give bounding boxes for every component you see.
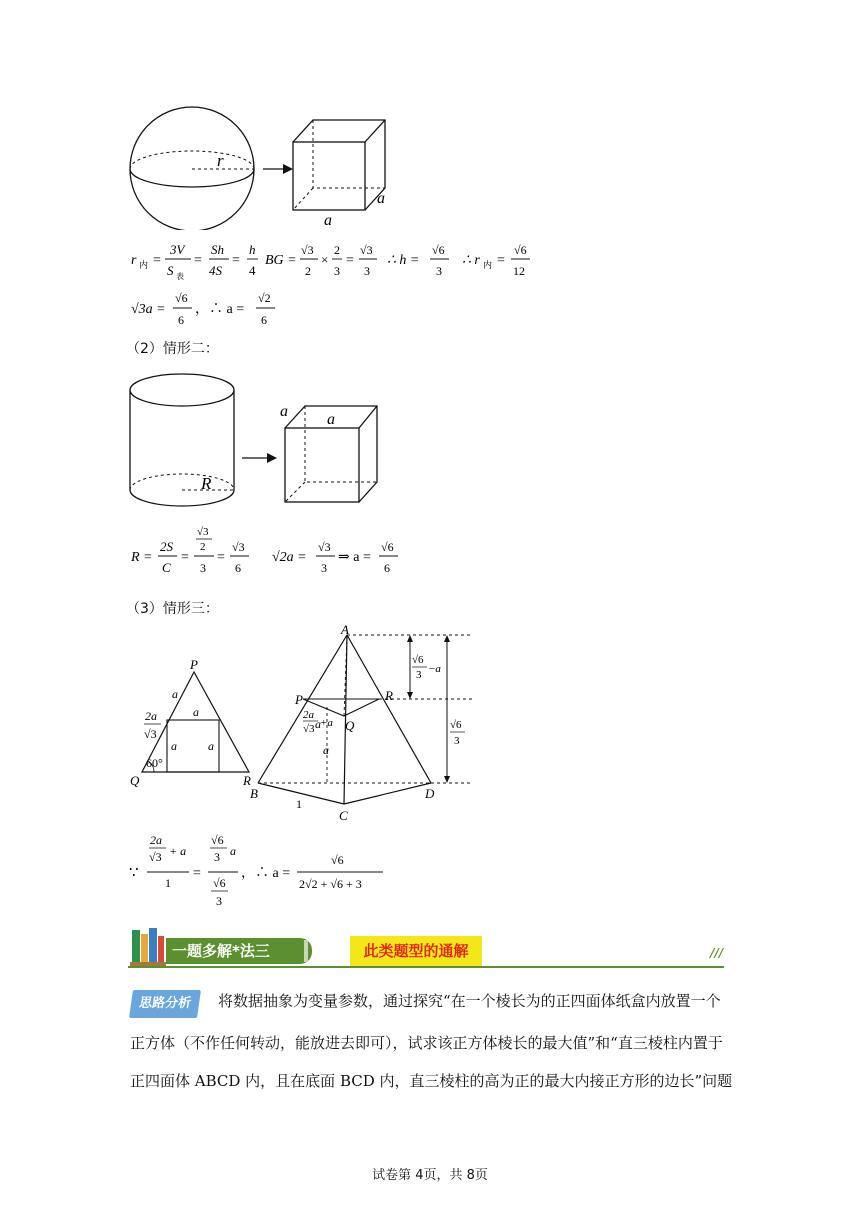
analysis-line-2: 正方体（不作任何转动，能放进去即可），试求该正方体棱长的最大值”和“直三棱柱内置于 <box>130 1034 723 1052</box>
section-banner <box>128 926 724 968</box>
sphere-equator-back <box>130 151 254 169</box>
svg-text:∵: ∵ <box>129 865 139 881</box>
svg-text:3: 3 <box>364 264 370 278</box>
cube-back-edges <box>293 120 385 210</box>
svg-text:√6: √6 <box>211 833 224 847</box>
analysis-line-1: 将数据抽象为变量参数，通过探究“在一个棱长为的正四面体纸盒内放置一个 <box>218 992 721 1010</box>
svg-text:a: a <box>323 743 329 757</box>
books-icon <box>128 926 168 968</box>
sphere-equator-front <box>130 169 254 187</box>
svg-text:2√2 + √6 + 3: 2√2 + √6 + 3 <box>299 877 362 891</box>
svg-text:C: C <box>339 808 348 822</box>
svg-text:a: a <box>172 687 178 701</box>
svg-text:a: a <box>280 403 288 420</box>
svg-text:6: 6 <box>178 313 184 327</box>
svg-text:a: a <box>230 844 236 858</box>
svg-text:B: B <box>250 786 258 801</box>
svg-text:=: = <box>181 550 189 565</box>
case-3-label: （3）情形三： <box>126 601 219 617</box>
svg-text:Sh: Sh <box>211 242 224 257</box>
cylinder-top <box>130 374 234 406</box>
svg-text:⇒ a =: ⇒ a = <box>338 550 371 565</box>
svg-text:1: 1 <box>296 797 302 811</box>
banner-rule <box>128 966 724 968</box>
svg-text:，∴ a =: ，∴ a = <box>241 866 291 881</box>
svg-text:√3: √3 <box>149 850 162 864</box>
formula-cylinder <box>125 524 415 584</box>
sphere-cube-figure <box>125 102 395 230</box>
page-footer: 试卷第 4页，共 8页 <box>372 1168 488 1183</box>
svg-text:√2a =: √2a = <box>272 550 307 565</box>
svg-text:Q: Q <box>130 773 140 788</box>
svg-text:内: 内 <box>483 260 493 270</box>
svg-text:6: 6 <box>384 561 390 575</box>
svg-text:3: 3 <box>321 561 327 575</box>
svg-text:r: r <box>131 253 137 268</box>
svg-text:√2: √2 <box>258 291 271 305</box>
svg-text:2a: 2a <box>145 709 157 723</box>
svg-text:内: 内 <box>139 260 149 270</box>
svg-text:√6: √6 <box>175 291 188 305</box>
svg-text:√3: √3 <box>303 723 315 735</box>
svg-text:3: 3 <box>416 669 422 681</box>
svg-text:3: 3 <box>454 735 460 747</box>
svg-text:，∴ a =: ，∴ a = <box>195 302 245 317</box>
arrow-head <box>283 164 293 174</box>
svg-text:6: 6 <box>261 313 267 327</box>
cube-front-face <box>293 142 365 210</box>
svg-text:C: C <box>162 560 171 575</box>
tetrahedron-figure <box>245 622 485 822</box>
svg-text:3: 3 <box>216 894 222 908</box>
svg-text:BG =: BG = <box>265 253 297 268</box>
svg-text:R =: R = <box>131 550 153 565</box>
cylinder-bottom-front <box>130 490 234 506</box>
svg-text:√3a =: √3a = <box>131 302 166 317</box>
svg-text:∴ r: ∴ r <box>462 253 480 268</box>
formula-tetrahedron <box>125 826 395 912</box>
svg-text:h: h <box>249 242 256 257</box>
svg-text:a: a <box>208 739 214 753</box>
svg-text:3: 3 <box>200 561 206 575</box>
svg-text:√3: √3 <box>197 526 209 538</box>
svg-text:√6: √6 <box>331 853 344 867</box>
svg-text:2S: 2S <box>160 539 173 554</box>
cube-hidden-edges <box>313 120 385 188</box>
svg-text:=: = <box>497 253 505 268</box>
svg-text:√3: √3 <box>232 540 245 554</box>
arrow-head-2 <box>267 453 277 463</box>
svg-text:√3: √3 <box>318 540 331 554</box>
svg-text:2a: 2a <box>150 833 162 847</box>
analysis-badge: 思路分析 <box>129 990 201 1018</box>
angle-60-label: 60° <box>146 756 163 770</box>
svg-text:P: P <box>190 657 198 672</box>
svg-text:=: = <box>153 253 161 268</box>
radius-label-R: R <box>201 474 212 493</box>
svg-text:=: = <box>346 253 354 268</box>
svg-text:√6: √6 <box>412 654 424 666</box>
cylinder-cube-figure <box>125 372 395 512</box>
svg-text:√3: √3 <box>144 727 157 741</box>
banner-slashes: /// <box>710 946 724 960</box>
svg-text:3: 3 <box>436 264 442 278</box>
svg-text:P: P <box>295 692 303 707</box>
svg-text:+ a: + a <box>169 844 187 858</box>
svg-text:=: = <box>194 253 202 268</box>
triangle-square-figure <box>125 650 265 790</box>
svg-text:3: 3 <box>334 264 340 278</box>
svg-text:+a: +a <box>320 717 333 729</box>
section-PQR <box>303 699 379 716</box>
case-2-label: （2）情形二： <box>126 341 219 357</box>
banner-title: 一题多解*法三 <box>166 938 312 964</box>
svg-text:√6: √6 <box>213 876 226 890</box>
svg-text:×: × <box>321 252 329 267</box>
svg-text:∴ h =: ∴ h = <box>387 253 420 268</box>
banner-subtitle: 此类题型的通解 <box>350 936 482 966</box>
svg-text:4S: 4S <box>209 263 222 278</box>
svg-text:A: A <box>341 622 349 637</box>
svg-text:√6: √6 <box>450 719 462 731</box>
svg-text:a: a <box>315 717 321 731</box>
svg-text:1: 1 <box>165 876 171 890</box>
svg-text:2a: 2a <box>303 709 314 721</box>
svg-text:=: = <box>217 550 225 565</box>
radius-label: r <box>217 151 224 170</box>
svg-text:=: = <box>232 253 240 268</box>
cube-edge-label-side: a <box>377 190 385 207</box>
svg-text:2: 2 <box>334 243 340 257</box>
svg-text:√6: √6 <box>381 540 394 554</box>
svg-text:4: 4 <box>249 263 256 278</box>
analysis-line-3: 正四面体 ABCD 内，且在底面 BCD 内，直三棱柱的高为正的最大内接正方形的边长”问题 <box>130 1072 733 1090</box>
formula-inradius <box>125 238 545 284</box>
svg-text:Q: Q <box>345 718 355 733</box>
svg-text:3V: 3V <box>170 242 185 257</box>
svg-text:−a: −a <box>428 663 441 675</box>
svg-text:√6: √6 <box>432 243 445 257</box>
svg-text:2: 2 <box>305 264 311 278</box>
svg-text:6: 6 <box>235 561 241 575</box>
svg-text:12: 12 <box>513 264 525 278</box>
svg-text:√3: √3 <box>360 243 373 257</box>
svg-text:√6: √6 <box>514 243 527 257</box>
svg-text:=: = <box>193 866 201 881</box>
svg-text:√3: √3 <box>301 243 314 257</box>
svg-text:2: 2 <box>200 541 206 553</box>
svg-text:R: R <box>385 688 393 703</box>
formula-edge-1 <box>125 288 325 332</box>
svg-text:3: 3 <box>214 850 220 864</box>
cylinder-bottom-back <box>130 474 234 490</box>
svg-text:a: a <box>327 411 335 428</box>
svg-text:R: R <box>243 773 251 788</box>
svg-text:表: 表 <box>176 272 184 281</box>
cube-edge-label-bottom: a <box>324 212 332 229</box>
svg-text:D: D <box>425 786 435 801</box>
svg-text:a: a <box>171 739 177 753</box>
svg-text:a: a <box>193 705 199 719</box>
svg-text:S: S <box>167 263 174 278</box>
